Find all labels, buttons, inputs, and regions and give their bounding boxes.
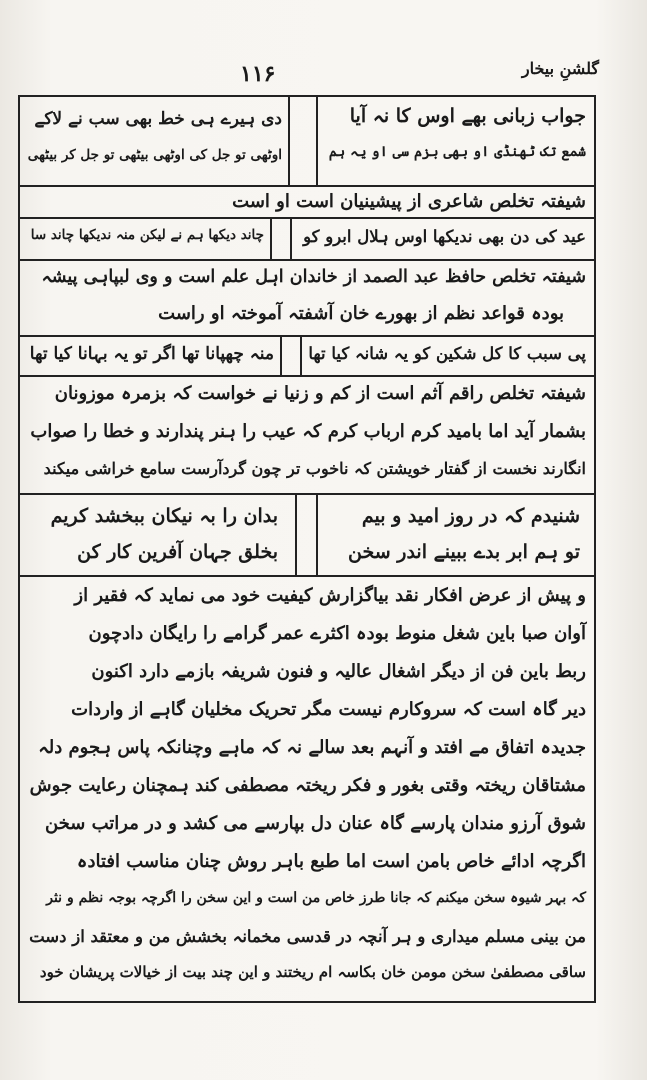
verse-line: شنیدم کہ در روز امید و بیم	[361, 505, 580, 527]
column-divider	[288, 97, 290, 185]
prose-line: کہ بہر شیوہ سخن میکنم کہ جانا طرز خاص من است و این سخن را اگرچہ بوجہ نظم و نثر	[46, 890, 586, 906]
column-divider	[280, 337, 282, 375]
prose-line: شیفتہ تخلص شاعری از پیشینیان است او است	[232, 191, 586, 212]
prose-line: دیر گاہ است کہ سروکارم نیست مگر تحریک مخلیان گاہے از واردات	[71, 699, 586, 720]
verse-line: بدان را بہ نیکان ببخشد کریم	[50, 505, 278, 527]
text-frame	[18, 95, 596, 1003]
prose-line: بودہ قواعد نظم از بھورے خان آشفتہ آموختہ او راست	[158, 303, 564, 324]
prose-row	[20, 377, 594, 495]
prose-line: بشمار آید اما بامید کرم ارباب کرم کہ عیب را ہنر پندارند و خطا را صواب	[30, 421, 586, 442]
prose-line: مشتاقان ریختہ وقتی بغور و فکر ریختہ مصطفی کند ہمچنان رعایت جوش	[29, 775, 586, 796]
column-divider	[316, 495, 318, 575]
prose-line: من بینی مسلم میداری و ہر آنچہ در قدسی مخمانہ بخشش من و معتقد از دست	[29, 927, 586, 946]
column-divider	[270, 219, 272, 259]
prose-line: جدیدہ اتفاق مے افتد و آنہم بعد سالے نہ کہ ماہے وچنانکہ پاس ہجوم دلہ	[38, 737, 586, 758]
verse-line: تو ہم ابر بدے ببینے اندر سخن	[348, 541, 580, 563]
column-divider	[300, 337, 302, 375]
page-header	[0, 55, 647, 91]
prose-line: و پیش از عرض افکار نقد بیاگزارش کیفیت خود می نماید کہ فقیر از	[74, 585, 586, 606]
verse-row	[20, 219, 594, 261]
column-divider	[295, 495, 297, 575]
verse-line: عید کی دن بھی ندیکھا اوس ہلال ابرو کو	[303, 227, 586, 246]
verse-line: شمع تک ٹھنڈی او بھی بزم سی او یہ ہم	[328, 144, 586, 160]
page-number: ۱۱۶	[240, 61, 276, 87]
verse-line: دی ہیرے ہی خط بھی سب نے لاکے	[34, 109, 282, 129]
verse-line: بخلق جہان آفرین کار کن	[77, 541, 278, 563]
verse-row	[20, 337, 594, 377]
verse-row	[20, 495, 594, 577]
prose-row	[20, 187, 594, 219]
prose-line: آوان صبا باین شغل منوط بودہ اکثرے عمر گرامے را رایگان دادچون	[88, 623, 586, 644]
running-head: گلشنِ بیخار	[521, 59, 599, 78]
prose-line: شیفتہ تخلص حافظ عبد الصمد از خاندان اہل علم است و وی لبپاہی پیشہ	[41, 267, 586, 287]
prose-row	[20, 577, 594, 1001]
verse-line: منہ چھپانا تھا اگر تو یہ بہانا کیا تھا	[29, 344, 274, 364]
prose-line: ربط باین فن از دیگر اشغال عالیہ و فنون شریفہ بازمے دارد اکنون	[91, 661, 586, 682]
verse-line: جواب زبانی بھے اوس کا نہ آیا	[349, 105, 586, 127]
verse-row	[20, 97, 594, 187]
prose-line: اگرچہ ادائے خاص بامن است اما طبع باہر روش چنان مناسب افتادہ	[76, 851, 586, 872]
prose-line: ساقی مصطفیٰ سخن مومن خان بکاسہ ام ریختند و این چند بیت از خیالات پریشان خود	[39, 963, 586, 981]
column-divider	[316, 97, 318, 185]
prose-line: شیفتہ تخلص راقم آثم است از کم و زنیا نے خواست کہ بزمرہ موزونان	[54, 383, 586, 404]
verse-line: اوٹھی تو جل کی اوٹھی بیٹھی تو جل کر بیٹھی	[27, 147, 282, 163]
prose-line: انگارند نخست از گفتار خویشتن کہ ناخوب تر چون گردآرست سامع خراشی میکند	[43, 459, 586, 478]
prose-row	[20, 261, 594, 337]
column-divider	[290, 219, 292, 259]
prose-line: شوق آرزو مندان پارسے گاہ عنان دل بپارسے می کشد و در مراتب سخن	[44, 813, 586, 834]
verse-line: پی سبب کا کل شکین کو یہ شانہ کیا تھا	[308, 344, 586, 363]
verse-line: چاند دیکھا ہم نے لیکن منہ ندیکھا چاند سا	[30, 227, 264, 243]
